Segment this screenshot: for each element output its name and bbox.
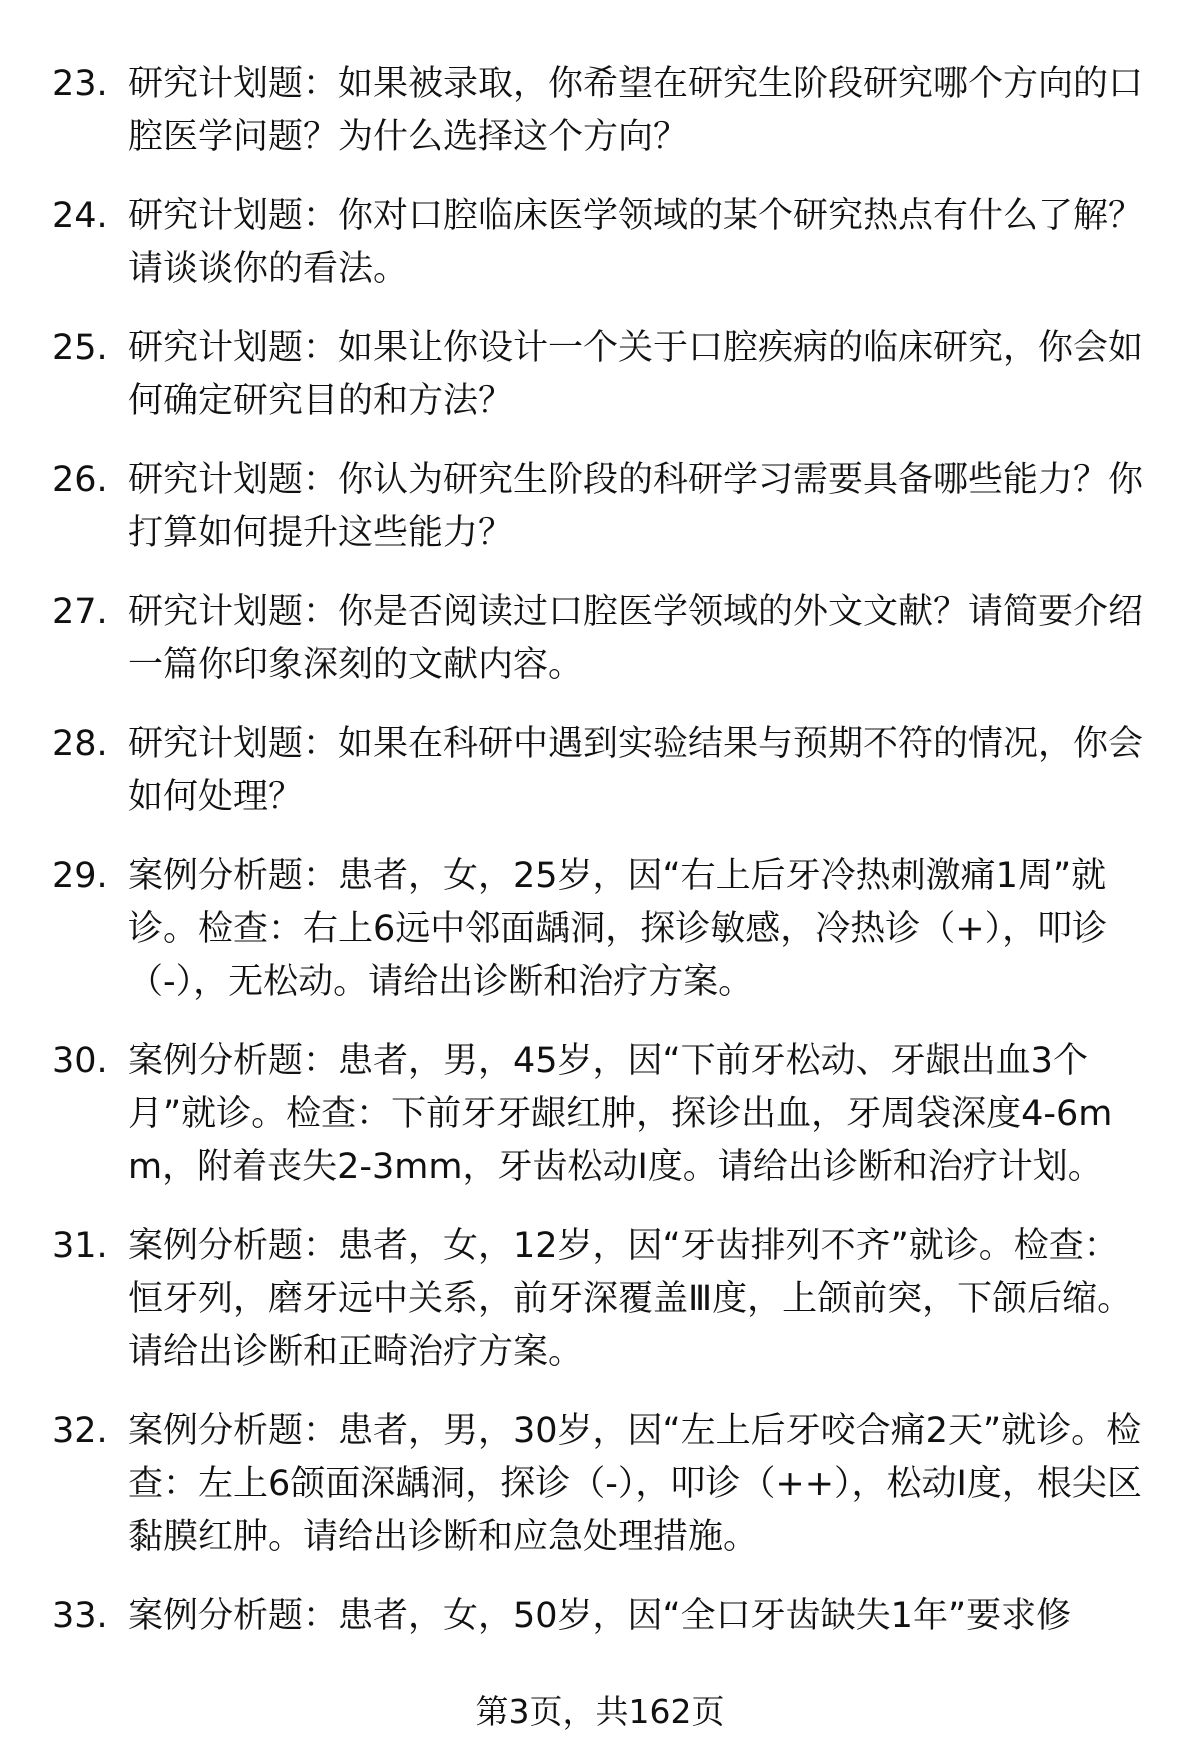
question-item — [52, 322, 1152, 428]
question-item — [52, 1590, 1152, 1643]
question-text: 研究计划题：你认为研究生阶段的科研学习需要具备哪些能力？你打算如何提升这些能力？ — [128, 460, 1144, 553]
question-number: 32. — [52, 1411, 108, 1451]
question-number: 27. — [52, 592, 108, 632]
question-item — [52, 718, 1152, 824]
question-item — [52, 454, 1152, 560]
question-text: 研究计划题：如果被录取，你希望在研究生阶段研究哪个方向的口腔医学问题？为什么选择这个方向？ — [128, 64, 1144, 157]
question-item — [52, 190, 1152, 296]
question-text: 案例分析题：患者，男，45岁，因“下前牙松动、牙龈出血3个月”就诊。检查：下前牙牙龈红肿，探诊出血，牙周袋深度4-6mm，附着丧失2-3mm，牙齿松动Ⅰ度。请给出诊断和治疗计划。 — [128, 1041, 1113, 1187]
question-item — [52, 1035, 1152, 1194]
question-item — [52, 850, 1152, 1009]
question-text: 研究计划题：你是否阅读过口腔医学领域的外文文献？请简要介绍一篇你印象深刻的文献内容。 — [128, 592, 1144, 685]
question-text: 案例分析题：患者，女，12岁，因“牙齿排列不齐”就诊。检查：恒牙列，磨牙远中关系，前牙深覆盖Ⅲ度，上颌前突，下颌后缩。请给出诊断和正畸治疗方案。 — [128, 1226, 1133, 1372]
question-number: 24. — [52, 196, 108, 236]
question-text: 案例分析题：患者，女，25岁，因“右上后牙冷热刺激痛1周”就诊。检查：右上6远中邻面龋洞，探诊敏感，冷热诊（+），叩诊（-），无松动。请给出诊断和治疗方案。 — [128, 856, 1108, 1002]
question-number: 23. — [52, 64, 108, 104]
page-number-footer: 第3页，共162页 — [475, 1692, 725, 1731]
question-text: 研究计划题：如果让你设计一个关于口腔疾病的临床研究，你会如何确定研究目的和方法？ — [128, 328, 1144, 421]
question-text: 案例分析题：患者，男，30岁，因“左上后牙咬合痛2天”就诊。检查：左上6颌面深龋洞，探诊（-），叩诊（++），松动Ⅰ度，根尖区黏膜红肿。请给出诊断和应急处理措施。 — [128, 1411, 1142, 1557]
question-number: 30. — [52, 1041, 108, 1081]
question-text: 案例分析题：患者，女，50岁，因“全口牙齿缺失1年”要求修 — [128, 1596, 1072, 1636]
question-text: 研究计划题：如果在科研中遇到实验结果与预期不符的情况，你会如何处理？ — [128, 724, 1144, 817]
question-number: 33. — [52, 1596, 108, 1636]
question-number: 28. — [52, 724, 108, 764]
question-number: 29. — [52, 856, 108, 896]
question-item — [52, 58, 1152, 164]
question-item — [52, 1405, 1152, 1564]
question-item — [52, 1220, 1152, 1379]
question-text: 研究计划题：你对口腔临床医学领域的某个研究热点有什么了解？请谈谈你的看法。 — [128, 196, 1144, 289]
question-number: 26. — [52, 460, 108, 500]
question-list — [52, 58, 1152, 1669]
question-item — [52, 586, 1152, 692]
question-number: 25. — [52, 328, 108, 368]
question-number: 31. — [52, 1226, 108, 1266]
